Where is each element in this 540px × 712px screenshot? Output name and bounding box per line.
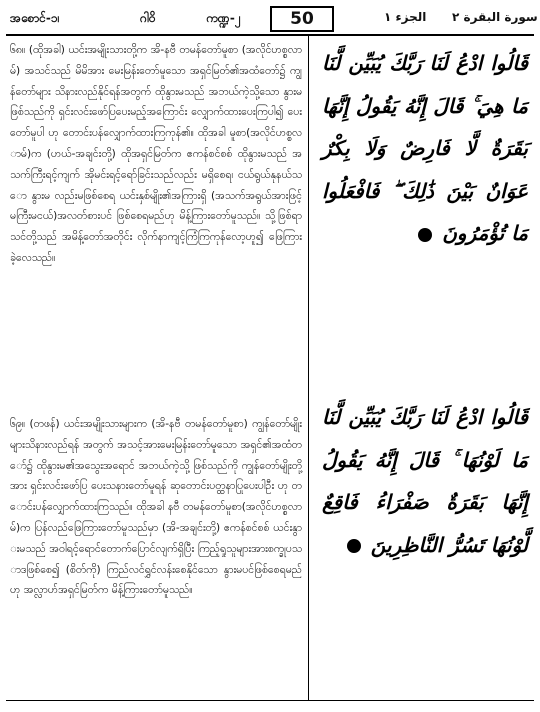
quran-page	[6, 4, 538, 706]
header-divider	[6, 34, 534, 36]
volume-label: အစောင်-၁၊	[10, 11, 60, 25]
verse-end-marker-68-icon	[418, 228, 432, 242]
arabic-verse-69	[322, 396, 528, 566]
footer-divider	[6, 700, 534, 701]
section-label: ကဏ္ဍ-၂	[206, 11, 241, 25]
gawi-label: ဂါဝိ	[140, 11, 156, 25]
page-header	[6, 4, 538, 32]
translation-verse-68: ၆၈။ (ထိုအခါ) ယင်းအမျိုးသားတို့က အိ-နဗီ တမန်တော်မူစာ (အလိုင်ဟစ္စလာမ်) အသင်သည် မိမိအား မေးမြန်းတော်မူသော အရှင်မြတ်၏အထံတော်၌ ကျွန်တော်များ သိနားလည်နိုင်ရန်အတွက် ထိုနွားမသည် အဘယ်ကဲ့သို့သော နွားမဖြစ်သည်ကို ရှင်းလင်းဖော်ပြပေးမည့်အကြောင်း လျှောက်ထားပေးကြပါ၍ ပေးတော်မူပါ ဟု တောင်းပန်လျှောက်ထားကြကုန်၏။ ထိုအခါ မူစာ(အလိုင်ဟစ္စလာမ်)က (ဟယ်-အချင်းတို့) ထိုအရှင်မြတ်က ဧကန်စင်စစ် ထိုနွားမသည် အသက်ကြီးရင့်ကျက် အိုမင်းရင့်ရော်ခြင်းသည်လည်း မရှိစေရ၊ ငယ်ရွယ်နုနယ်သော နွားမ လည်းမဖြစ်စေရ ယင်းနှစ်မျိုး၏အကြားရှိ (အသက်အရွယ်အားဖြင့် မကြီးမငယ်)အလတ်စားပင် ဖြစ်စေရမည်ဟု မိန့်ကြားတော်မူသည်။ သို့ဖြစ်ရာ သင်တို့သည် အမိန့်တော်အတိုင်း လိုက်နာကျင့်ကြံကြကုန်လော့ဟူ၍ ဖြေကြားခဲ့လေသည်။	[10, 44, 302, 264]
arabic-verse-68-text: قَالُوا ادْعُ لَنَا رَبَّكَ يُبَيِّن لَّنَا مَا هِيَ ۚ قَالَ إِنَّهُ يَقُولُ إِنَّهَا بَقَرَةٌ لَّا فَارِضٌ وَلَا بِكْرٌ عَوَانٌ بَيْنَ ذَٰلِكَ ۖ فَافْعَلُوا مَا تُؤْمَرُونَ	[322, 51, 528, 245]
arabic-verse-68	[322, 42, 528, 255]
page-number: 50	[270, 6, 334, 32]
surah-label: سورة البقرة ٢	[452, 10, 538, 24]
arabic-verse-69-text: قَالُوا ادْعُ لَنَا رَبَّكَ يُبَيِّن لَّنَا مَا لَوْنُهَا ۚ قَالَ إِنَّهُ يَقُولُ إِنَّهَا بَقَرَةٌ صَفْرَاءُ فَاقِعٌ لَّوْنُهَا تَسُرُّ النَّاظِرِينَ	[322, 405, 528, 557]
translation-verse-69: ၆၉။ (တဖန်) ယင်းအမျိုးသားများက (အိ-နဗီ တမန်တော်မူစာ) ကျွန်တော်မျိုးများသိနားလည်ရန် အတွက် အသင့်အားမေးမြန်းတော်မူသော အရှင်၏အထံတော်၌ ထိုနွားမ၏အသွေးအရောင် အဘယ်ကဲ့သို့ ဖြစ်သည်ကို ကျွန်တော်မျိုးတို့အား ရှင်းလင်းဖော်ပြ ပေးသနားတော်မူရန် ဆုတောင်းပတ္ထနာပြုပေးပါဦး ဟု တောင်းပန်လျှောက်ထားကြသည်။ ထိုအခါ နဗီ တမန်တော်မူစာ(အလိုင်ဟစ္စလာမ်)က ပြန်လည်ဖြေကြားတော်မူသည်မှာ (အိ-အချင်းတို့) ဧကန်စင်စစ် ယင်းနွားမသည် အဝါရင့်ရောင်တောက်ပြောင်လျက်ရှိပြီး ကြည့်ရှုသူများအားစက္ခုပသာဒဖြစ်စေ၍ (စိတ်ကို) ကြည်လင်ရွှင်လန်းစေနိုင်သော နွားမပင်ဖြစ်စေရမည် ဟု အလ္လာဟ်အရှင်မြတ်က မိန့်ကြားတော်မူသည်။	[10, 418, 302, 597]
verse-end-marker-69-icon	[347, 539, 361, 553]
juz-label: الجزء ١	[384, 10, 427, 24]
column-divider	[308, 36, 309, 700]
